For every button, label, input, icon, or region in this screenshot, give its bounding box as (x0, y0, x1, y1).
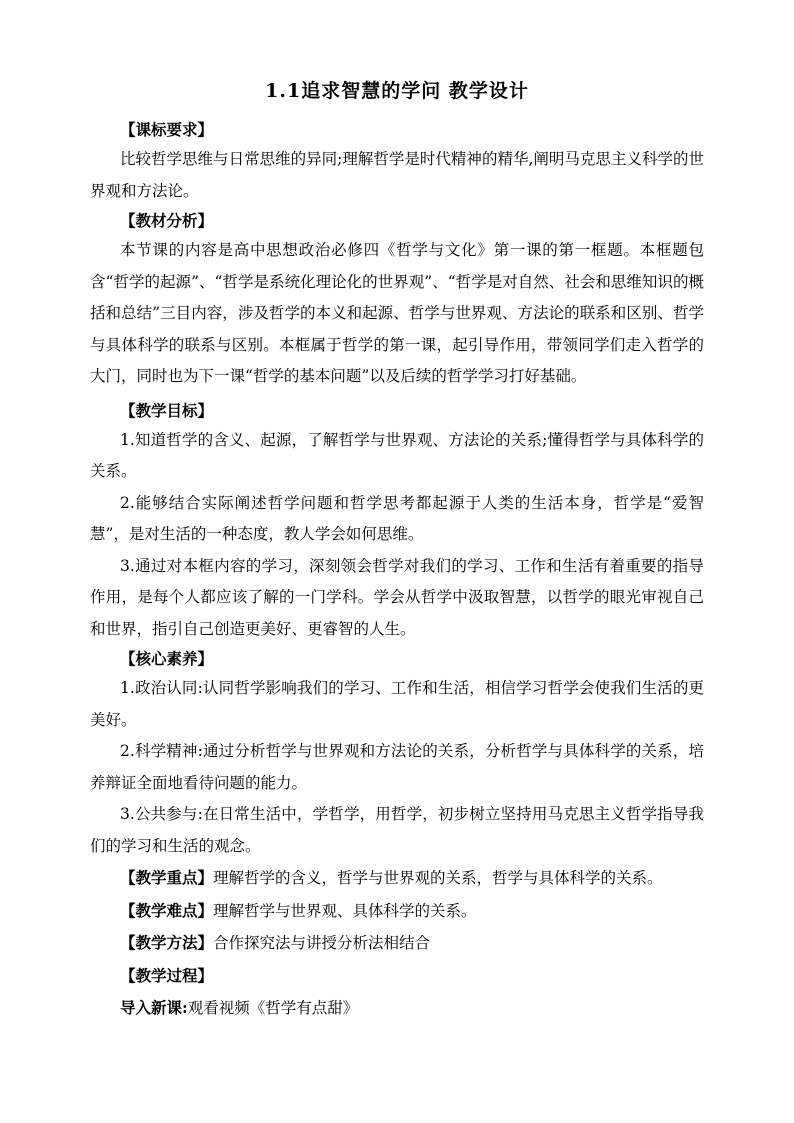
literacy-item: 3.公共参与:在日常生活中，学哲学，用哲学，初步树立坚持用马克思主义哲学指导我们的学习和生活的观念。 (90, 805, 704, 855)
difficulties-line (90, 895, 704, 928)
methods-text: 合作探究法与讲授分析法相结合 (213, 934, 431, 952)
key-points-label: 【教学重点】 (120, 868, 214, 887)
goal-item: 1.知道哲学的含义、起源，了解哲学与世界观、方法论的关系;懂得哲学与具体科学的关系。 (90, 430, 704, 480)
methods-label: 【教学方法】 (120, 933, 214, 952)
key-points-line (90, 862, 704, 895)
section-heading-process: 【教学过程】 (120, 965, 214, 985)
goal-item: 3.通过对本框内容的学习，深刻领会哲学对我们的学习、工作和生活有着重要的指导作用，是每个人都应该了解的一门学科。学会从哲学中汲取智慧，以哲学的眼光审视自己和世界，指引自己创造更美好、更睿智的人生。 (90, 556, 704, 638)
key-points-text: 理解哲学的含义，哲学与世界观的关系，哲学与具体科学的关系。 (213, 869, 663, 887)
analysis-text: 本节课的内容是高中思想政治必修四《哲学与文化》第一课的第一框题。本框题包含“哲学的起源”、“哲学是系统化理论化的世界观”、“哲学是对自然、社会和思维知识的概括和总结”三目内容，涉及哲学的本义和起源、哲学与世界观、方法论的联系和区别、哲学与具体科学的联系与区别。本框属于哲学的第一课，起引导作用，带领同学们走入哲学的大门，同时也为下一课“哲学的基本问题”以及后续的哲学学习打好基础。 (90, 241, 704, 385)
methods-line (90, 927, 704, 960)
difficulties-label: 【教学难点】 (120, 900, 214, 920)
section-heading-analysis: 【教材分析】 (120, 211, 214, 230)
intro-line (90, 992, 704, 1025)
literacy-item: 2.科学精神:通过分析哲学与世界观和方法论的关系，分析哲学与具体科学的关系，培养辩证全面地看待问题的能力。 (90, 742, 704, 792)
goal-item: 2.能够结合实际阐述哲学问题和哲学思考都起源于人类的生活本身，哲学是“爱智慧”，是对生活的一种态度，教人学会如何思维。 (90, 493, 704, 543)
section-heading-goals: 【教学目标】 (120, 400, 214, 420)
intro-text: 观看视频《哲学有点甜》 (187, 999, 359, 1017)
curriculum-text: 比较哲学思维与日常思维的异同;理解哲学是时代精神的精华,阐明马克思主义科学的世界观和方法论。 (90, 150, 704, 200)
difficulties-text: 理解哲学与世界观、具体科学的关系。 (213, 901, 477, 920)
document-body (90, 116, 704, 1025)
literacy-item: 1.政治认同:认同哲学影响我们的学习、工作和生活，相信学习哲学会使我们生活的更美好。 (90, 679, 704, 729)
section-heading-curriculum: 【课标要求】 (120, 120, 214, 139)
page-title: 1.1追求智慧的学问 教学设计 (265, 80, 529, 102)
section-heading-literacy: 【核心素养】 (120, 649, 214, 668)
intro-label: 导入新课: (120, 998, 188, 1017)
process-line (90, 960, 704, 993)
